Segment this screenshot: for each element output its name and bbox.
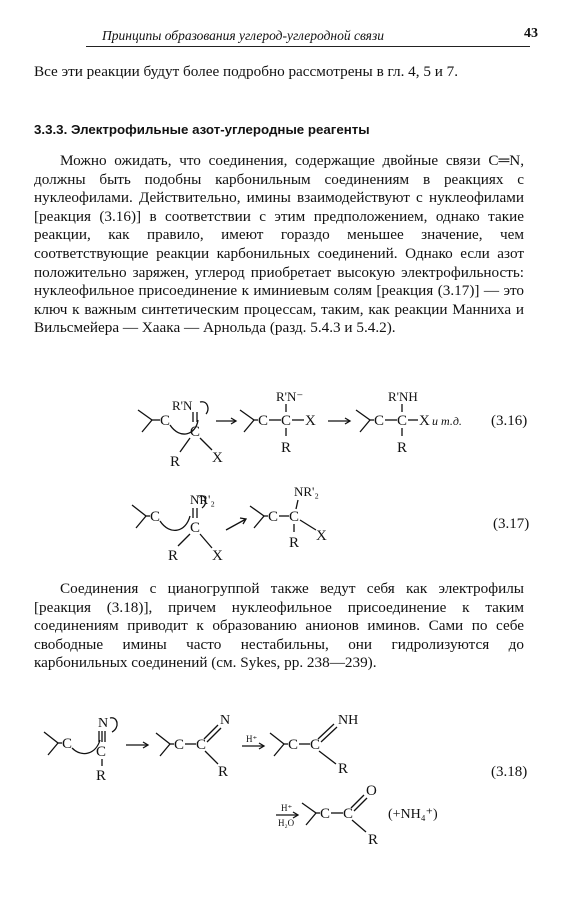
etc-label: и т.д. bbox=[432, 414, 462, 428]
bond bbox=[319, 751, 336, 764]
page-number: 43 bbox=[524, 26, 538, 41]
double-bond-a bbox=[204, 725, 218, 739]
iminium-x: X bbox=[212, 548, 223, 564]
ammonium-byproduct: (+NH₄⁺) bbox=[388, 807, 438, 822]
imine-r: R bbox=[338, 761, 349, 777]
nucleophile-bond bbox=[138, 410, 152, 432]
reagent-water: H₂O bbox=[278, 818, 295, 828]
product-amine: NR'₂ bbox=[294, 484, 319, 499]
bond bbox=[240, 410, 254, 432]
iminium-r: R bbox=[168, 548, 179, 564]
bond bbox=[300, 520, 316, 530]
anion-c2: C bbox=[196, 737, 207, 753]
equation-number-3-16: (3.16) bbox=[491, 413, 528, 429]
running-title: Принципы образования углерод-углеродной связи bbox=[102, 28, 384, 43]
reaction-3-18 bbox=[44, 713, 527, 848]
nitrile-r: R bbox=[96, 768, 107, 784]
reagent-h-plus-2: H⁺ bbox=[281, 803, 293, 813]
curved-arrow bbox=[160, 516, 190, 530]
section-heading: 3.3.3. Электрофильные азот-углеродные реагенты bbox=[34, 122, 370, 137]
nucleophile-carbon: C bbox=[160, 413, 171, 429]
imine-substituent: R'N bbox=[172, 398, 193, 413]
anion-r: R bbox=[218, 764, 229, 780]
product-c1: C bbox=[374, 413, 385, 429]
product-c2: C bbox=[397, 413, 408, 429]
double-bond-a bbox=[351, 795, 364, 808]
bond bbox=[205, 751, 218, 764]
adduct-x: X bbox=[305, 413, 316, 429]
bond bbox=[180, 438, 190, 452]
iminium-carbon: C bbox=[190, 520, 201, 536]
reaction-3-16 bbox=[138, 389, 527, 470]
imine-nh: NH bbox=[338, 713, 359, 728]
double-bond-b bbox=[354, 798, 367, 811]
reaction-arrow bbox=[226, 519, 246, 530]
product-r: R bbox=[289, 535, 300, 551]
paragraph-imines: Можно ожидать, что соединения, содержащие двойные связи C═N, должны быть подобны карбонильным соединениям в реакциях с нуклеофилами. Действительно, имины взаимодействуют с нуклеофилами [реакция (3.16)] в соответствии с этим предположением, однако такие реакции, как правило, имеют гораздо меньшее значение, чем соответствующие реакции карбонильных соединений. Однако если азот положительно заряжен, углерод приобретает высокую электрофильность: нуклеофильное присоединение к иминиевым солям [реакция (3.17)] — это ключ к важным синтетическим процессам, таким, как реакции Манниха и Вильсмейера — Хаака — Арнольда (разд. 5.4.3 и 5.4.2). bbox=[34, 152, 524, 337]
bond bbox=[200, 438, 212, 450]
adduct-c2: C bbox=[281, 413, 292, 429]
bond bbox=[200, 534, 212, 548]
ketone-c1: C bbox=[320, 806, 331, 822]
product-x: X bbox=[316, 528, 327, 544]
product-c2: C bbox=[289, 509, 300, 525]
imine-x: X bbox=[212, 450, 223, 466]
nitrile-nitrogen: N bbox=[98, 716, 109, 731]
ketone-c2: C bbox=[343, 806, 354, 822]
bond bbox=[356, 410, 370, 432]
adduct-nitrogen: R'N⁻ bbox=[276, 389, 304, 404]
imine-c1: C bbox=[288, 737, 299, 753]
iminium-nitrogen: N̊R'₂ bbox=[190, 492, 215, 507]
bond bbox=[270, 733, 284, 756]
intro-paragraph: Все эти реакции будут более подробно рассмотрены в гл. 4, 5 и 7. bbox=[34, 63, 459, 80]
reaction-3-17 bbox=[132, 484, 529, 564]
bond bbox=[250, 506, 264, 528]
bond bbox=[156, 733, 170, 756]
nucleophile-carbon: C bbox=[62, 736, 73, 752]
nucleophile-carbon: C bbox=[150, 509, 161, 525]
nitrile-carbon: C bbox=[96, 744, 107, 760]
product-c1: C bbox=[268, 509, 279, 525]
product-amine: R'NH bbox=[388, 389, 418, 404]
double-bond-b bbox=[207, 728, 221, 742]
product-x: X bbox=[419, 413, 430, 429]
bond bbox=[302, 803, 316, 825]
bond bbox=[178, 534, 190, 546]
adduct-r: R bbox=[281, 440, 292, 456]
bond bbox=[352, 820, 366, 832]
ketone-r: R bbox=[368, 832, 379, 848]
bond bbox=[44, 732, 58, 755]
bond bbox=[296, 500, 298, 509]
imine-c2: C bbox=[310, 737, 321, 753]
curved-arrow-2 bbox=[200, 402, 208, 414]
curved-arrow-2 bbox=[110, 718, 117, 732]
reagent-h-plus: H⁺ bbox=[246, 734, 258, 744]
paragraph-nitriles: Соединения с цианогруппой также ведут себя как электрофилы [реакция (3.18)], причем нуклеофильное присоединение к таким соединениям приводит к образованию анионов иминов. Сами по себе свободные имины часто нестабильны, они гидролизуются до карбонильных соединений (см. Sykes, pp. 238—239). bbox=[34, 580, 524, 672]
equation-number-3-17: (3.17) bbox=[493, 516, 530, 532]
imine-carbon: C bbox=[190, 424, 201, 440]
ketone-oxygen: O bbox=[366, 783, 377, 799]
imine-r: R bbox=[170, 454, 181, 470]
adduct-c1: C bbox=[258, 413, 269, 429]
anion-c1: C bbox=[174, 737, 185, 753]
anion-nitrogen: N bbox=[220, 713, 231, 728]
equation-number-3-18: (3.18) bbox=[491, 764, 528, 780]
bond bbox=[132, 505, 146, 528]
product-r: R bbox=[397, 440, 408, 456]
